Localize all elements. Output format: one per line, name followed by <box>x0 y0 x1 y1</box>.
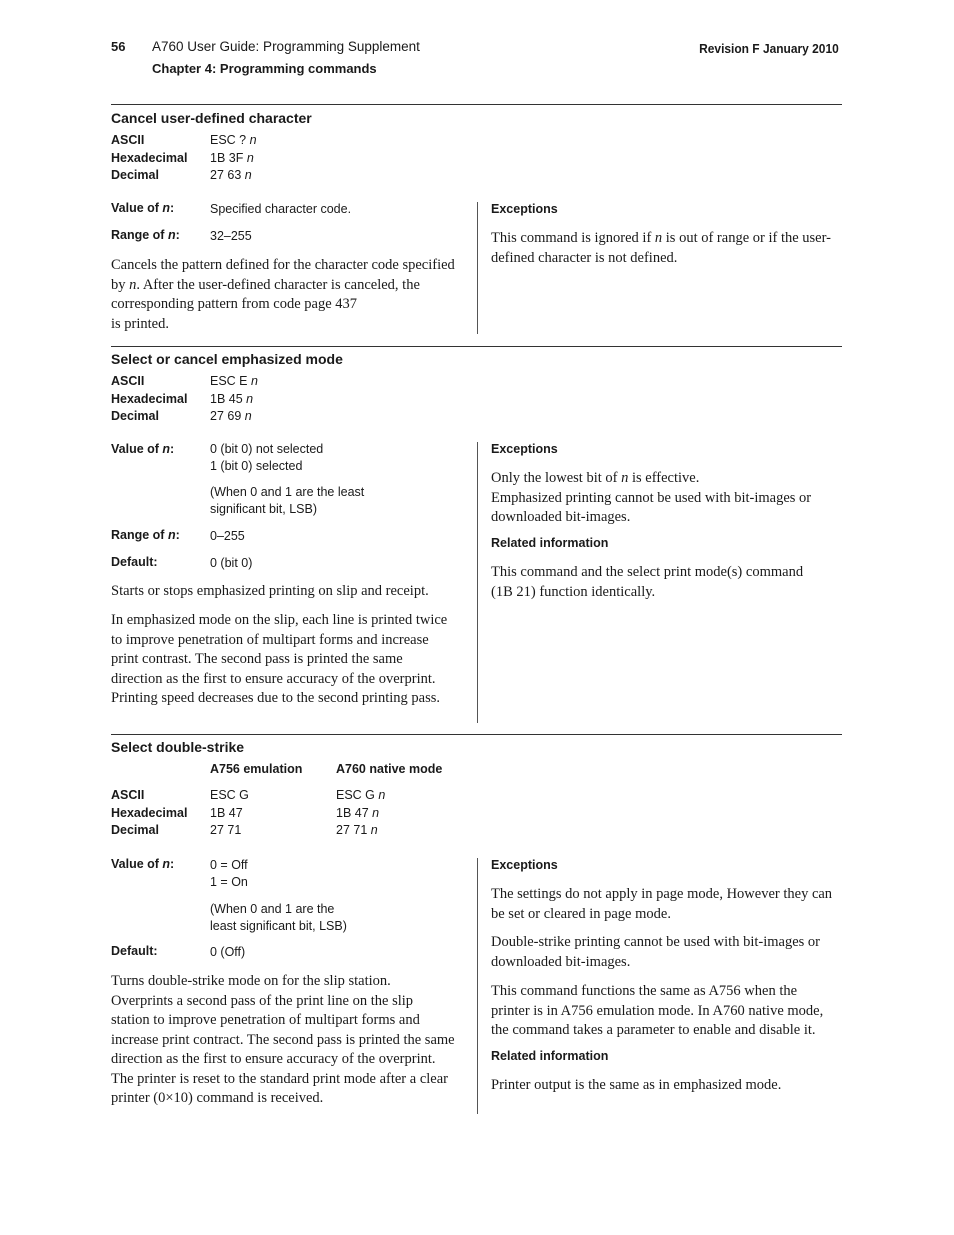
text-line: Only the lowest bit of n is effective. <box>491 470 700 486</box>
text-line: 1 = On <box>210 875 248 889</box>
exceptions-text-2 <box>491 933 820 972</box>
ascii-code: ESC G n <box>336 788 386 802</box>
section-title: Select or cancel emphasized mode <box>111 351 343 367</box>
exceptions-heading: Exceptions <box>491 442 558 456</box>
column-rule <box>477 202 478 334</box>
text-line: Double-strike printing cannot be used with bit-images or <box>491 934 820 950</box>
text-line: is printed. <box>111 315 169 332</box>
chapter-title: Chapter 4: Programming commands <box>152 61 377 76</box>
related-heading: Related information <box>491 536 609 550</box>
text-line: downloaded bit-images. <box>491 509 631 525</box>
ascii-label: ASCII <box>111 374 145 388</box>
default-label: Default: <box>111 555 158 569</box>
guide-title: A760 User Guide: Programming Supplement <box>152 39 420 54</box>
code-labels <box>111 373 187 426</box>
ascii-label: ASCII <box>111 788 145 802</box>
ascii-code: ESC ? n <box>210 133 257 147</box>
text-line: print contrast. The second pass is printed the same <box>111 651 403 667</box>
related-text <box>491 563 803 602</box>
text-line: In emphasized mode on the slip, each line is printed twice <box>111 612 448 628</box>
section-title: Cancel user-defined character <box>111 110 312 126</box>
value-label: Value of n: <box>111 442 175 456</box>
text-line: 1 (bit 0) selected <box>210 459 303 473</box>
hex-code: 1B 3F n <box>210 150 254 165</box>
text-line: direction as the first to ensure accuracy of the overprint. <box>111 670 436 687</box>
text-line: Turns double-strike mode on for the slip station. <box>111 973 391 989</box>
decimal-label: Decimal <box>111 409 159 423</box>
text-line: downloaded bit-images. <box>491 953 631 970</box>
section-divider <box>111 734 842 735</box>
text-line: (1B 21) function identically. <box>491 583 656 600</box>
related-text: Printer output is the same as in emphasized mode. <box>491 1077 782 1093</box>
description-intro: Starts or stops emphasized printing on slip and receipt. <box>111 583 429 599</box>
value-text <box>210 441 323 475</box>
range-text: 0–255 <box>210 529 245 543</box>
default-text: 0 (Off) <box>210 945 246 959</box>
decimal-code: 27 63 n <box>210 168 252 182</box>
text-line: printer (0×10) command is received. <box>111 1090 324 1106</box>
ascii-code: ESC G <box>210 788 249 802</box>
text-line: Cancels the pattern defined for the character code specified <box>111 257 455 273</box>
exceptions-text <box>491 469 811 528</box>
value-text: Specified character code. <box>210 202 352 216</box>
related-heading: Related information <box>491 1049 609 1063</box>
range-label: Range of n: <box>111 528 180 542</box>
hex-label: Hexadecimal <box>111 805 188 820</box>
text-line: the command takes a parameter to enable and disable it. <box>491 1022 816 1038</box>
description <box>111 611 447 709</box>
hex-label: Hexadecimal <box>111 391 188 406</box>
value-label: Value of n: <box>111 201 175 215</box>
text-line: corresponding pattern from code page 437 <box>111 296 358 312</box>
text-line: increase print contract. The second pass is printed the same <box>111 1031 455 1048</box>
text-line: significant bit, LSB) <box>210 502 317 516</box>
code-values <box>210 373 258 426</box>
ascii-label: ASCII <box>111 133 145 147</box>
decimal-label: Decimal <box>111 168 159 182</box>
text-line: defined character is not defined. <box>491 249 678 266</box>
text-line: 0 (bit 0) not selected <box>210 442 324 456</box>
hex-code: 1B 45 n <box>210 391 254 406</box>
text-line: The settings do not apply in page mode, However they can <box>491 886 833 902</box>
decimal-code: 27 71 <box>210 823 242 837</box>
text-line: This command is ignored if n is out of range or if the user- <box>491 230 831 246</box>
section-title: Select double-strike <box>111 739 245 755</box>
value-note <box>210 901 347 935</box>
hex-code: 1B 47 n <box>336 805 380 820</box>
text-line: The printer is reset to the standard print mode after a clear <box>111 1070 448 1087</box>
description <box>111 972 455 1109</box>
text-line: to improve penetration of multipart forms and increase <box>111 631 429 648</box>
code-labels <box>111 787 187 840</box>
section-divider <box>111 104 842 105</box>
exceptions-text-3 <box>491 982 823 1041</box>
text-line: be set or cleared in page mode. <box>491 905 671 922</box>
text-line: direction as the first to ensure accuracy of the overprint. <box>111 1051 436 1067</box>
column-heading-a760: A760 native mode <box>336 762 443 776</box>
revision-label: Revision F January 2010 <box>699 41 839 56</box>
text-line: least significant bit, LSB) <box>210 919 347 933</box>
code-values-a760 <box>336 787 385 840</box>
default-text: 0 (bit 0) <box>210 556 253 570</box>
section-divider <box>111 346 842 347</box>
text-line: station to improve penetration of multipart forms and <box>111 1012 420 1028</box>
text-line: Printing speed decreases due to the second printing pass. <box>111 690 440 706</box>
page-number: 56 <box>111 39 126 54</box>
exceptions-text-1 <box>491 885 832 924</box>
column-rule <box>477 442 478 723</box>
text-line: by n. After the user-defined character is canceled, the <box>111 276 420 293</box>
description <box>111 256 455 334</box>
value-note <box>210 484 364 518</box>
exceptions-heading: Exceptions <box>491 858 558 872</box>
text-line: This command and the select print mode(s) command <box>491 564 804 580</box>
value-text <box>210 857 248 891</box>
text-line: (When 0 and 1 are the <box>210 902 335 916</box>
column-heading-a756: A756 emulation <box>210 762 303 776</box>
value-label: Value of n: <box>111 857 175 871</box>
ascii-code: ESC E n <box>210 374 258 388</box>
text-line: 0 = Off <box>210 858 248 872</box>
range-text: 32–255 <box>210 229 252 243</box>
decimal-label: Decimal <box>111 823 159 837</box>
code-labels <box>111 132 187 185</box>
hex-label: Hexadecimal <box>111 150 188 165</box>
text-line: Emphasized printing cannot be used with bit-images or <box>491 489 812 506</box>
text-line: This command functions the same as A756 when the <box>491 983 798 999</box>
exceptions-text <box>491 229 831 268</box>
range-label: Range of n: <box>111 228 180 242</box>
exceptions-heading: Exceptions <box>491 202 558 216</box>
code-values-a756 <box>210 787 249 840</box>
hex-code: 1B 47 <box>210 805 243 820</box>
decimal-code: 27 69 n <box>210 409 252 423</box>
code-values <box>210 132 257 185</box>
default-label: Default: <box>111 944 158 958</box>
text-line: printer is in A756 emulation mode. In A760 native mode, <box>491 1002 824 1019</box>
column-rule <box>477 858 478 1114</box>
text-line: Overprints a second pass of the print line on the slip <box>111 992 414 1009</box>
decimal-code: 27 71 n <box>336 823 378 837</box>
text-line: (When 0 and 1 are the least <box>210 485 365 499</box>
